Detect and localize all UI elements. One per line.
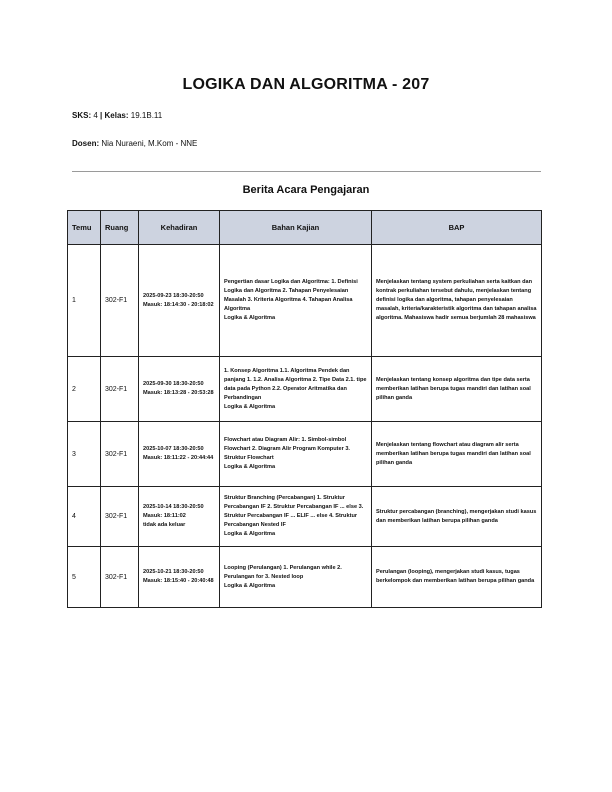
course-label: Logika & Algoritma [224,315,276,321]
course-info [72,111,162,120]
table-row [68,245,542,357]
ruang-cell: 302-F1 [101,357,139,422]
bahan-kajian-cell [220,547,372,608]
course-label: Logika & Algoritma [224,582,276,589]
attendance-time: Masuk: 18:15:40 - 20:40:48 [143,578,214,584]
temu-cell: 4 [68,487,101,547]
ruang-cell: 302-F1 [101,422,139,487]
sks-value: 4 [93,111,98,120]
bap-cell: Menjelaskan tentang system perkuliahan serta kaitkan dan kontrak perkuliahan tersebut dahulu, menjelaskan tentang definisi logika dan algoritma, tahapan penyelesaian masalah, kriteria/karakteristik algoritma dan tahapan analisa algoritma. Mahasiswa hadir semua berjumlah 28 mahasiswa [372,245,542,357]
bap-cell: Menjelaskan tentang flowchart atau diagram alir serta memberikan latihan berupa tugas mandiri dan latihan soal pilihan ganda [372,422,542,487]
header-kehadiran: Kehadiran [139,211,220,245]
bap-cell: Struktur percabangan (branching), mengerjakan studi kasus dan memberikan latihan berupa pilihan ganda [372,487,542,547]
table-header-row [68,211,542,245]
header-bap: BAP [372,211,542,245]
attendance-time: Masuk: 18:11:02 [143,513,186,519]
topic-text: Struktur Branching (Percabangan) 1. Struktur Percabangan IF 2. Struktur Percabangan IF ... else 3. Struktur Percabangan IF ... ELIF ... else 4. Struktur Percabangan Nested IF [224,495,364,528]
topic-text: Looping (Perulangan) 1. Perulangan while 2. Perulangan for 3. Nested loop [224,564,342,580]
attendance-time: Masuk: 18:11:22 - 20:44:44 [143,455,214,461]
bap-cell: Menjelaskan tentang konsep algoritma dan tipe data serta memberikan latihan berupa tugas mandiri dan latihan soal pilihan ganda [372,357,542,422]
session-time: 2025-10-14 18:30-20:50 [143,504,204,510]
dosen-label: Dosen: [72,139,100,148]
topic-text: Flowchart atau Diagram Alir: 1. Simbol-simbol Flowchart 2. Diagram Alir Program Komputer 3. Struktur Flowchart [224,437,350,461]
session-time: 2025-10-07 18:30-20:50 [143,446,204,452]
attendance-time: Masuk: 18:14:30 - 20:18:02 [143,301,214,308]
temu-cell: 5 [68,547,101,608]
temu-cell: 3 [68,422,101,487]
ruang-cell: 302-F1 [101,547,139,608]
divider [72,171,541,172]
teaching-report-table [67,210,542,608]
table-row [68,487,542,547]
bahan-kajian-cell [220,357,372,422]
lecturer-info [72,139,197,148]
attendance-time: Masuk: 18:13:28 - 20:53:28 [143,390,214,396]
course-label: Logika & Algoritma [224,464,276,470]
kelas-value: 19.1B.11 [130,111,163,120]
course-label: Logika & Algoritma [224,403,276,410]
sks-label: SKS: [72,111,92,120]
table-row [68,357,542,422]
header-ruang: Ruang [101,211,139,245]
ruang-cell: 302-F1 [101,245,139,357]
topic-text: 1. Konsep Algoritma 1.1. Algoritma Pendek dan panjang 1. 1.2. Analisa Algoritma 2. Tipe Data 2.1. tipe data pada Python 2.2. Operator Aritmatika dan Perbandingan [224,367,367,401]
kehadiran-cell [139,357,220,422]
temu-cell: 1 [68,245,101,357]
bahan-kajian-cell [220,487,372,547]
separator: | [100,111,103,120]
kelas-label: Kelas: [104,111,129,120]
header-bahan-kajian: Bahan Kajian [220,211,372,245]
checkout-note: tidak ada keluar [143,522,186,528]
bahan-kajian-cell [220,245,372,357]
topic-text: Pengertian dasar Logika dan Algoritma: 1. Definisi Logika dan Algoritma 2. Tahapan Penyelesaian Masalah 3. Kriteria Algoritma 4. Tahapan Analisa Algoritma [224,279,358,312]
page-title: LOGIKA DAN ALGORITMA - 207 [182,76,430,93]
section-title: Berita Acara Pengajaran [242,184,370,196]
kehadiran-cell [139,245,220,357]
session-time: 2025-10-21 18:30-20:50 [143,569,204,575]
kehadiran-cell [139,422,220,487]
kehadiran-cell [139,487,220,547]
table-row [68,547,542,608]
session-time: 2025-09-23 18:30-20:50 [143,292,204,299]
kehadiran-cell [139,547,220,608]
table-row [68,422,542,487]
dosen-value: Nia Nuraeni, M.Kom - NNE [101,139,198,148]
session-time: 2025-09-30 18:30-20:50 [143,381,204,387]
course-label: Logika & Algoritma [224,531,276,537]
bap-cell: Perulangan (looping), mengerjakan studi kasus, tugas berkelompok dan memberikan latihan berupa pilihan ganda [372,547,542,608]
header-temu: Temu [68,211,101,245]
ruang-cell: 302-F1 [101,487,139,547]
bahan-kajian-cell [220,422,372,487]
temu-cell: 2 [68,357,101,422]
